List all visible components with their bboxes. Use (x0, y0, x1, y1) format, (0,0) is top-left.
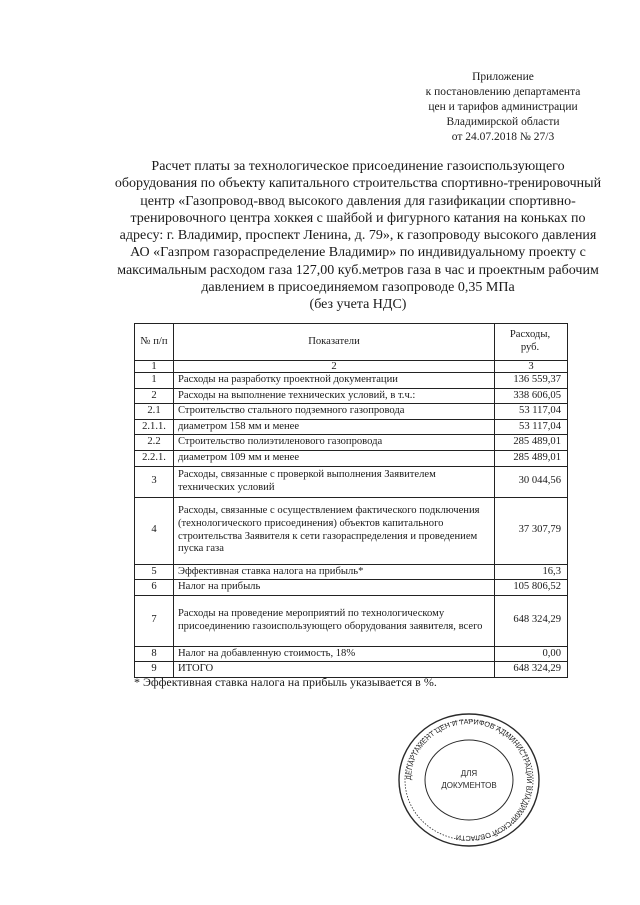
row-name: Расходы на проведение мероприятий по технологическому присоединению газоиспользующего оборудования заявителя, всего (174, 595, 495, 646)
stamp-outer-ring (399, 714, 539, 846)
row-name: Расходы, связанные с проверкой выполнения Заявителем технических условий (174, 466, 495, 497)
row-num: 5 (135, 564, 174, 580)
row-name: диаметром 109 мм и менее (174, 450, 495, 466)
row-value: 53 117,04 (495, 404, 568, 420)
table-row (135, 419, 568, 435)
table-index-row (135, 361, 568, 373)
row-name: ИТОГО (174, 662, 495, 678)
row-value: 648 324,29 (495, 595, 568, 646)
row-value: 136 559,37 (495, 373, 568, 389)
table-row (135, 497, 568, 564)
row-num: 3 (135, 466, 174, 497)
index-cell: 3 (495, 361, 568, 373)
table-row (135, 580, 568, 596)
row-num: 9 (135, 662, 174, 678)
table-row (135, 646, 568, 662)
header-name: Показатели (174, 324, 495, 361)
row-num: 8 (135, 646, 174, 662)
stamp-inner-ring (425, 740, 513, 820)
title-line: оборудования по объекту капитального строительства спортивно-тренировочный (114, 176, 602, 192)
title-line: давлением в присоединяемом газопроводе 0,35 МПа (201, 280, 515, 296)
title-line: (без учета НДС) (309, 297, 407, 313)
row-value: 338 606,05 (495, 388, 568, 404)
index-cell: 1 (135, 361, 174, 373)
title-line: АО «Газпром газораспределение Владимир» по индивидуальному проекту с (130, 245, 586, 261)
stamp-center-line1: ДЛЯ (460, 769, 478, 778)
table-row (135, 595, 568, 646)
header-value-line2: руб. (520, 342, 540, 353)
table-row (135, 388, 568, 404)
row-value: 285 489,01 (495, 435, 568, 451)
row-value: 105 806,52 (495, 580, 568, 596)
row-num: 2.1.1. (135, 419, 174, 435)
row-value: 37 307,79 (495, 497, 568, 564)
appendix-line: Владимирской области (446, 116, 560, 128)
row-name: Строительство стального подземного газопровода (174, 404, 495, 420)
title-line: Расчет платы за технологическое присоединение газоиспользующего (151, 159, 565, 174)
row-num: 7 (135, 595, 174, 646)
row-name: Расходы, связанные с осуществлением фактического подключения (технологического присоединения) объектов капитального строительства Заявителя к сети газораспределения и проведением пуска газа (174, 497, 495, 564)
row-num: 1 (135, 373, 174, 389)
appendix-header (398, 70, 608, 145)
row-value: 30 044,56 (495, 466, 568, 497)
row-num: 2.2.1. (135, 450, 174, 466)
row-name: Расходы на выполнение технических условий, в т.ч.: (174, 388, 495, 404)
row-value: 16,3 (495, 564, 568, 580)
cost-table (134, 323, 568, 678)
document-title (110, 158, 606, 314)
row-value: 285 489,01 (495, 450, 568, 466)
appendix-line: от 24.07.2018 № 27/3 (451, 131, 555, 143)
header-value (495, 324, 568, 361)
row-num: 2 (135, 388, 174, 404)
table-row (135, 373, 568, 389)
row-num: 6 (135, 580, 174, 596)
row-name: Строительство полиэтиленового газопровода (174, 435, 495, 451)
stamp-ring-text: ДЕПАРТАМЕНТ ЦЕН И ТАРИФОВ АДМИНИСТРАЦИИ ВЛАДИМИРСКОЙ ОБЛАСТИ (403, 716, 535, 844)
row-value: 0,00 (495, 646, 568, 662)
row-name: диаметром 158 мм и менее (174, 419, 495, 435)
official-stamp (394, 710, 544, 850)
row-value: 53 117,04 (495, 419, 568, 435)
table-row (135, 466, 568, 497)
title-line: адресу: г. Владимир, проспект Ленина, д. 79», к газопроводу высокого давления (119, 228, 597, 244)
title-line: максимальным расходом газа 127,00 куб.метров газа в час и проектным рабочим (117, 262, 599, 278)
footnote: * Эффективная ставка налога на прибыль указывается в %. (134, 675, 437, 689)
row-name: Эффективная ставка налога на прибыль* (174, 564, 495, 580)
appendix-line: к постановлению департамента (425, 86, 581, 98)
title-line: тренировочного центра хоккея с шайбой и фигурного катания на коньках по (130, 210, 586, 226)
index-cell: 2 (174, 361, 495, 373)
title-line: центр «Газопровод-ввод высокого давления для газификации спортивно- (140, 193, 576, 209)
table-row (135, 435, 568, 451)
table-row (135, 564, 568, 580)
appendix-line: Приложение (472, 71, 534, 83)
table-header-row (135, 324, 568, 361)
row-num: 2.1 (135, 404, 174, 420)
row-num: 4 (135, 497, 174, 564)
row-name: Налог на прибыль (174, 580, 495, 596)
row-name: Налог на добавленную стоимость, 18% (174, 646, 495, 662)
header-value-line1: Расходы, (509, 329, 551, 341)
table-row (135, 450, 568, 466)
row-num: 2.2 (135, 435, 174, 451)
row-name: Расходы на разработку проектной документации (174, 373, 495, 389)
header-num: № п/п (135, 324, 174, 361)
row-value: 648 324,29 (495, 662, 568, 678)
table-row (135, 404, 568, 420)
stamp-center-line2: ДОКУМЕНТОВ (441, 781, 497, 790)
appendix-line: цен и тарифов администрации (428, 101, 578, 113)
